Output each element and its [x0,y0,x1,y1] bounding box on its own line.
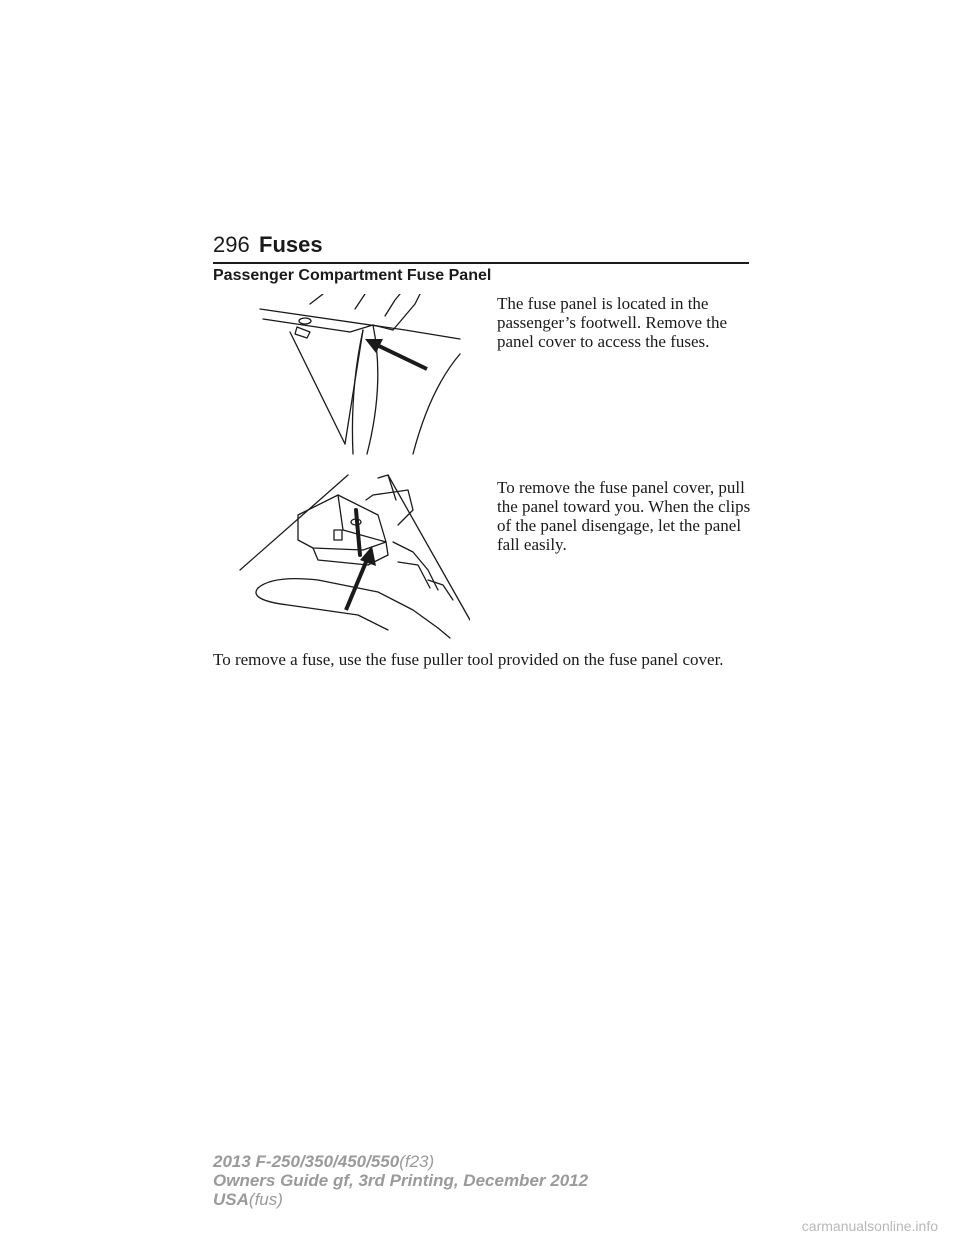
watermark: carmanualsonline.info [801,1218,938,1234]
paragraph-remove-fuse: To remove a fuse, use the fuse puller tool provided on the fuse panel cover. [213,650,724,669]
footer-model-code: (f23) [399,1152,435,1171]
footer-line-guide [213,1171,588,1190]
paragraph-remove-cover: To remove the fuse panel cover, pull the panel toward you. When the clips of the panel disengage, let the panel fall easily. [497,478,751,554]
footer-line-region [213,1190,588,1209]
footer-region: USA [213,1190,249,1209]
page-number: 296 [213,232,250,257]
footer-line-model [213,1152,588,1171]
fuse-panel-cover-illustration [238,470,470,642]
paragraph-location: The fuse panel is located in the passenger’s footwell. Remove the panel cover to access the fuses. [497,294,728,351]
footer-guide: Owners Guide gf, 3rd Printing, December 2012 [213,1171,589,1190]
section-title: Fuses [259,232,323,257]
footer-region-code: (fus) [248,1190,283,1209]
footer-model: 2013 F-250/350/450/550 [213,1152,400,1171]
arrow-icon [365,339,427,369]
fuse-panel-location-illustration [255,294,465,459]
subheading: Passenger Compartment Fuse Panel [213,267,492,284]
page-header [213,232,749,264]
document-footer [213,1152,588,1209]
